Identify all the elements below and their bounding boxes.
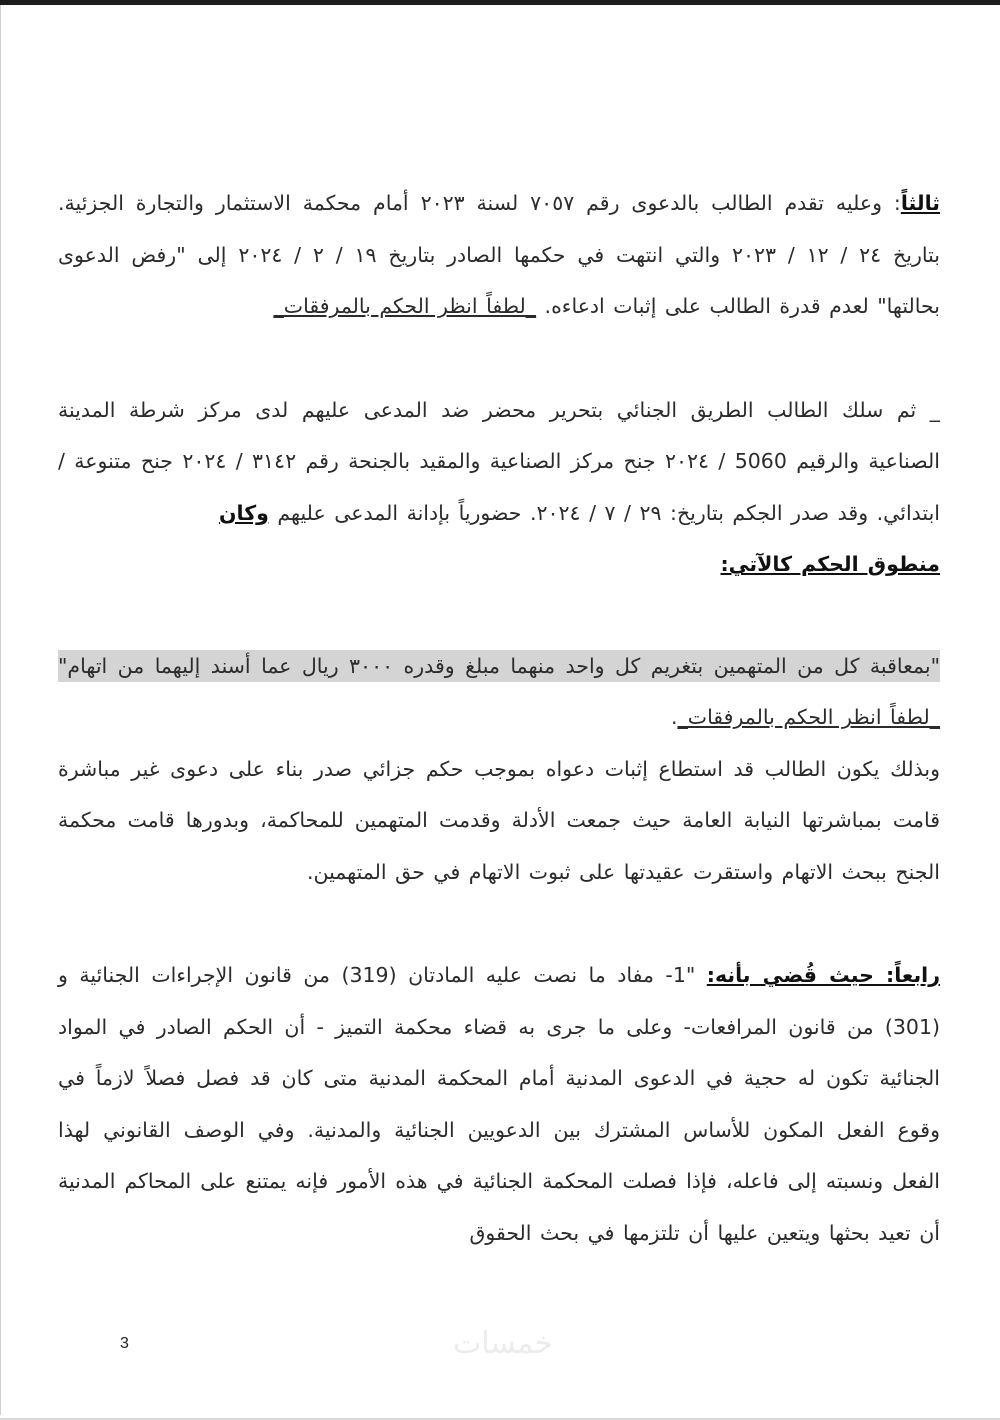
- attachment-reference: _لطفاً انظر الحكم بالمرفقات_: [677, 705, 940, 729]
- spacer: [58, 898, 940, 950]
- heading-third: ثالثاً: [900, 191, 940, 215]
- verdict-quote: [58, 641, 940, 744]
- page-border-left: [0, 5, 1, 1415]
- paragraph-conclusion-text: وبذلك يكون الطالب قد استطاع إثبات دعواه بموجب حكم جزائي صدر بناء على دعوى غير مباشرة قامت بمباشرتها النيابة العامة حيث جمعت الأدلة وقدمت المتهمين للمحاكمة، وبدورها قامت محكمة الجنح ببحث الاتهام واستقرت عقيدتها على ثبوت الاتهام في حق المتهمين.: [58, 756, 940, 884]
- heading-fourth: رابعاً: حيث قُضي بأنه:: [706, 963, 940, 987]
- paragraph-criminal-text: _ ثم سلك الطالب الطريق الجنائي بتحرير محضر ضد المدعى عليهم لدى مركز شرطة المدينة الصناعية والرقيم 5060 / ٢٠٢٤ جنح مركز الصناعية والمقيد بالجنحة رقم ٣١٤٢ / ٢٠٢٤ جنح متنوعة / ابتدائي. وقد صدر الجكم بتاريخ: ٢٩ / ٧ / ٢٠٢٤. حضورياً بإدانة المدعى عليهم: [58, 397, 940, 525]
- quote-end: .: [670, 705, 678, 729]
- heading-verdict: منطوق الحكم كالآتي:: [720, 552, 940, 576]
- paragraph-fourth: [58, 950, 940, 1259]
- document-body: [58, 178, 940, 1259]
- paragraph-fourth-text: "1- مفاد ما نصت عليه المادتان (319) من قانون الإجراءات الجنائية و (301) من قانون المرافعات- وعلى ما جرى به قضاء محكمة التميز - أن الحكم الصادر في المواد الجنائية تكون له حجية في الدعوى المدنية أمام المحكمة المدنية متى كان قد فصل فصلاً لازماً في وقوع الفعل المكون للأساس المشترك بين الدعويين الجنائية والمدنية. وفي الوصف القانوني لهذا الفعل ونسبته إلى فاعله، فإذا فصلت المحكمة الجنائية في هذه الأمور فإنه يمتنع على المحاكم المدنية أن تعيد بحثها ويتعين عليها أن تلتزمها في بحث الحقوق: [58, 963, 940, 1245]
- paragraph-conclusion: [58, 744, 940, 899]
- paragraph-third: [58, 178, 940, 333]
- paragraph-criminal-path: [58, 385, 940, 540]
- paragraph-third-text: وعليه تقدم الطالب بالدعوى رقم ٧٠٥٧ لسنة ٢٠٢٣ أمام محكمة الاستثمار والتجارة الجزئية. بتاريخ ٢٤ / ١٢ / ٢٠٢٣ والتي انتهت في حكمها الصادر بتاريخ ١٩ / ٢ / ٢٠٢٤ إلى "رفض الدعوى بحالتها" لعدم قدرة الطالب على إثبات ادعاءه.: [58, 191, 941, 318]
- highlighted-quote: "بمعاقبة كل من المتهمين بتغريم كل واحد منهما مبلغ وقدره ٣٠٠٠ ريال عما أسند إليهما من اتهام": [58, 650, 940, 682]
- bold-word: وكان: [219, 500, 269, 525]
- paragraph-verdict-heading: [58, 539, 940, 591]
- top-bar: [0, 0, 1000, 5]
- spacer: [58, 333, 940, 385]
- heading-third-colon: :: [893, 191, 901, 215]
- page-number: 3: [120, 1335, 129, 1352]
- spacer: [58, 591, 940, 641]
- watermark-logo: خمسات: [452, 1326, 554, 1361]
- attachment-reference: _لطفاً انظر الحكم بالمرفقات_: [273, 294, 537, 318]
